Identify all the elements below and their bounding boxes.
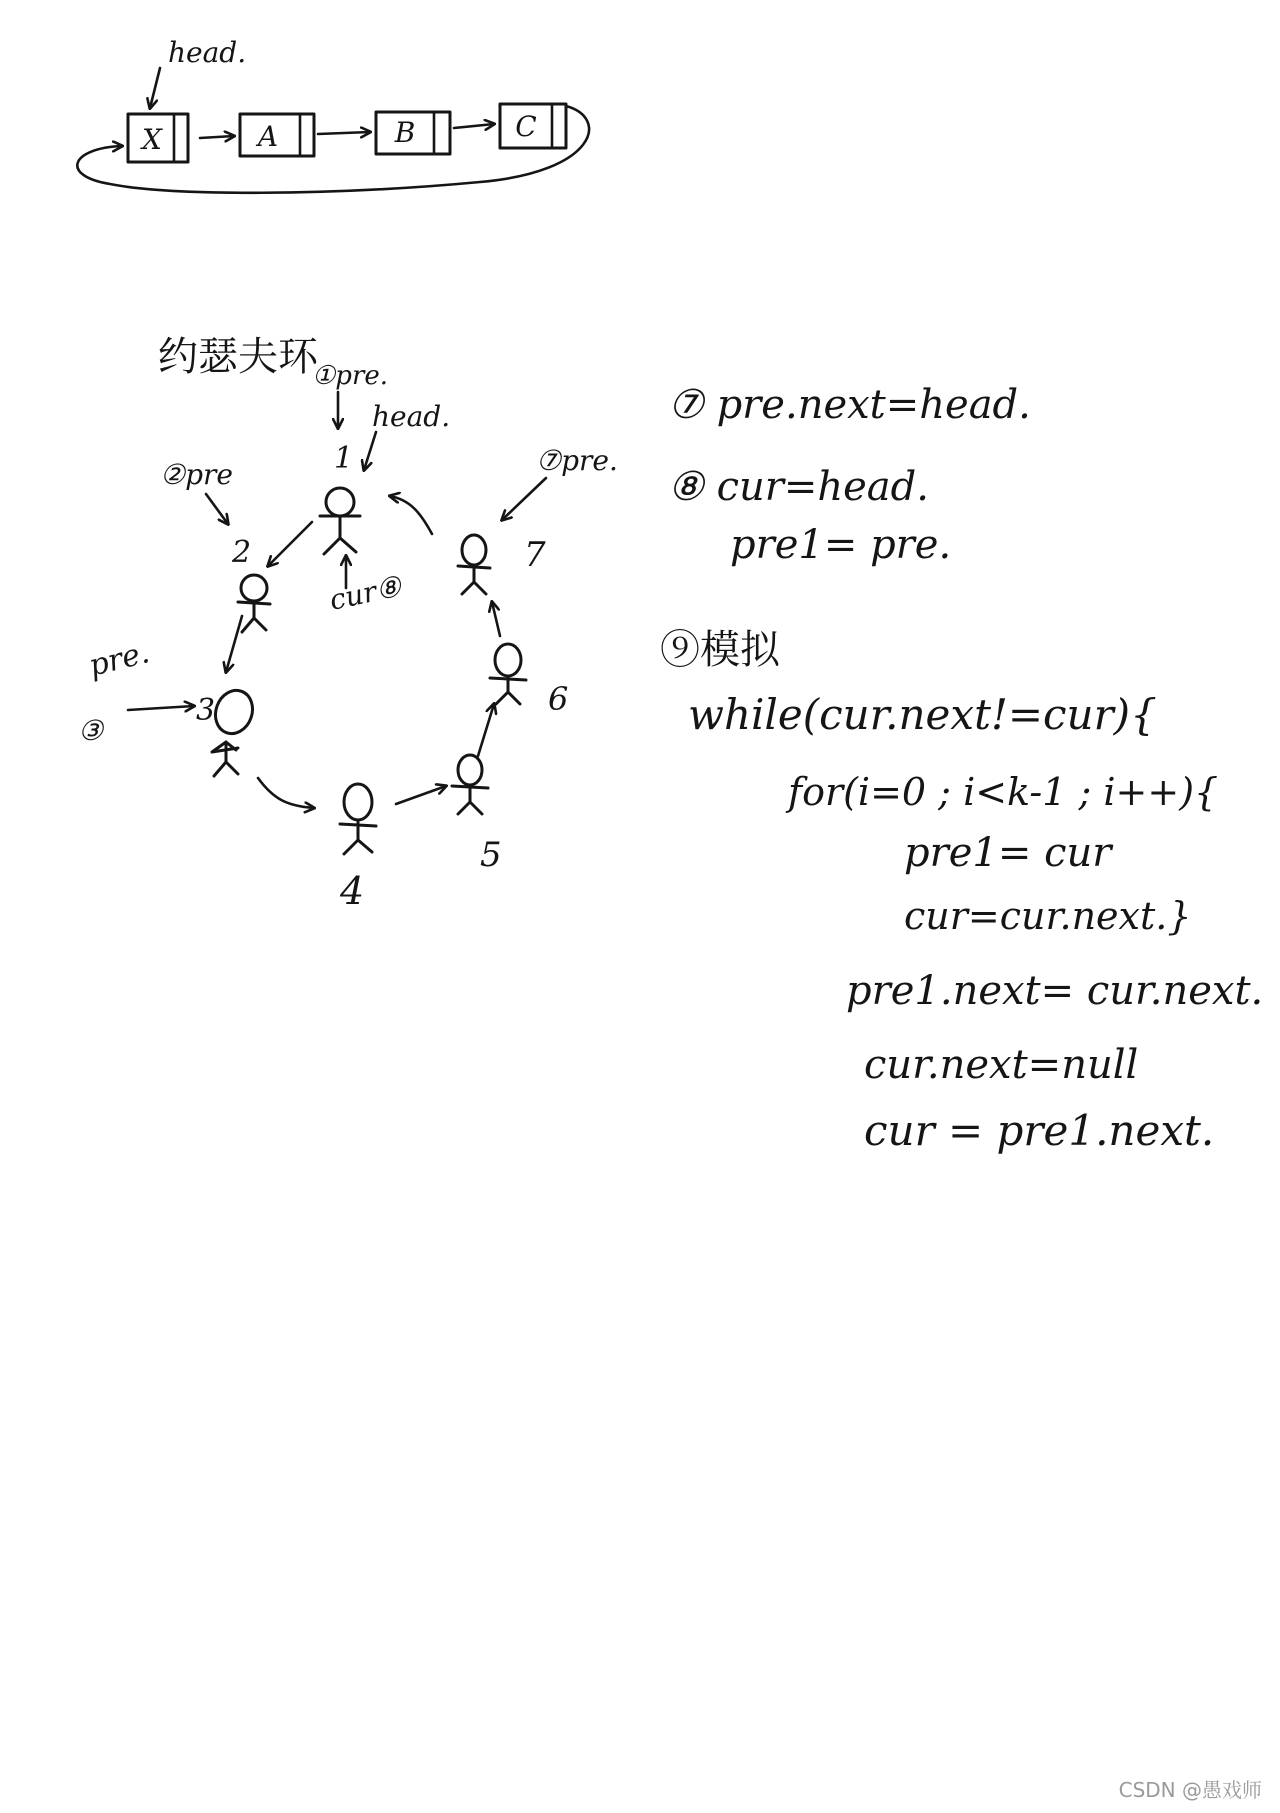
code-step-8a: ⑧ cur=head. [668, 464, 929, 510]
person-3 [196, 685, 258, 776]
ring-arrow-6-7 [492, 602, 500, 636]
person-number: 6 [548, 680, 569, 718]
list-node-label: A [257, 120, 279, 153]
next-arrow [200, 136, 234, 138]
person-2 [231, 535, 270, 632]
ring-arrow-4-5 [396, 786, 446, 804]
person-5 [452, 755, 502, 875]
person-1 [320, 441, 360, 554]
code-step-9: ⑨模拟 [660, 627, 780, 673]
person-4 [339, 784, 376, 913]
josephus-title: 约瑟夫环 [158, 334, 318, 380]
pre-2-label: ②pre [160, 458, 233, 491]
code-step-8b: pre1= pre. [730, 522, 952, 568]
head-arrow [150, 68, 160, 108]
pre-3-label: pre. [85, 635, 153, 684]
code-cur-next: cur=cur.next.} [904, 894, 1192, 938]
person-number: 7 [524, 535, 546, 575]
pre-3-arrow [128, 706, 194, 710]
code-pre1-cur: pre1= cur [904, 830, 1112, 876]
code-for: for(i=0 ; i<k-1 ; i++){ [788, 770, 1219, 814]
next-arrow [454, 124, 494, 128]
person-number: 2 [232, 535, 252, 570]
code-while: while(cur.next!=cur){ [688, 690, 1157, 739]
ring-arrow-5-6 [478, 704, 494, 756]
person-6 [490, 644, 568, 718]
josephus-diagram [78, 334, 618, 913]
pre-3-circle: ③ [78, 714, 104, 747]
next-arrow [318, 132, 370, 134]
ring-arrow-3-4 [258, 778, 314, 808]
list-node-c [500, 104, 566, 148]
ring-arrow-1-2 [268, 522, 312, 566]
pre-7-arrow [502, 478, 546, 520]
person-number: 3 [196, 693, 216, 728]
head-label-ring: head. [372, 400, 451, 433]
code-step-7: ⑦ pre.next=head. [668, 382, 1031, 428]
list-node-a [240, 114, 314, 156]
person-number: 1 [334, 441, 354, 476]
cur-8-label: cur⑧ [326, 569, 405, 617]
head-arrow-ring [364, 432, 376, 470]
code-pre1-next: pre1.next= cur.next. [846, 968, 1264, 1014]
linked-list-diagram [77, 36, 589, 193]
list-node-label: C [515, 110, 537, 143]
watermark: CSDN @愚戏师 [1118, 1778, 1262, 1802]
code-cur-pre1: cur = pre1.next. [864, 1106, 1215, 1155]
pre-7-label: ⑦pre. [536, 444, 618, 477]
pre-2-arrow [206, 494, 228, 524]
head-label: head. [168, 36, 247, 69]
list-node-x [128, 114, 188, 162]
list-node-label: B [394, 116, 416, 149]
ring-arrow-2-3 [226, 616, 242, 672]
code-cur-null: cur.next=null [864, 1042, 1139, 1088]
list-node-b [376, 112, 450, 154]
person-number: 4 [340, 869, 365, 913]
list-node-label: X [142, 123, 162, 156]
person-7 [458, 535, 546, 594]
person-number: 5 [480, 835, 502, 875]
ring-arrow-7-1 [390, 496, 432, 534]
pre-1-label: ①pre. [312, 361, 389, 391]
